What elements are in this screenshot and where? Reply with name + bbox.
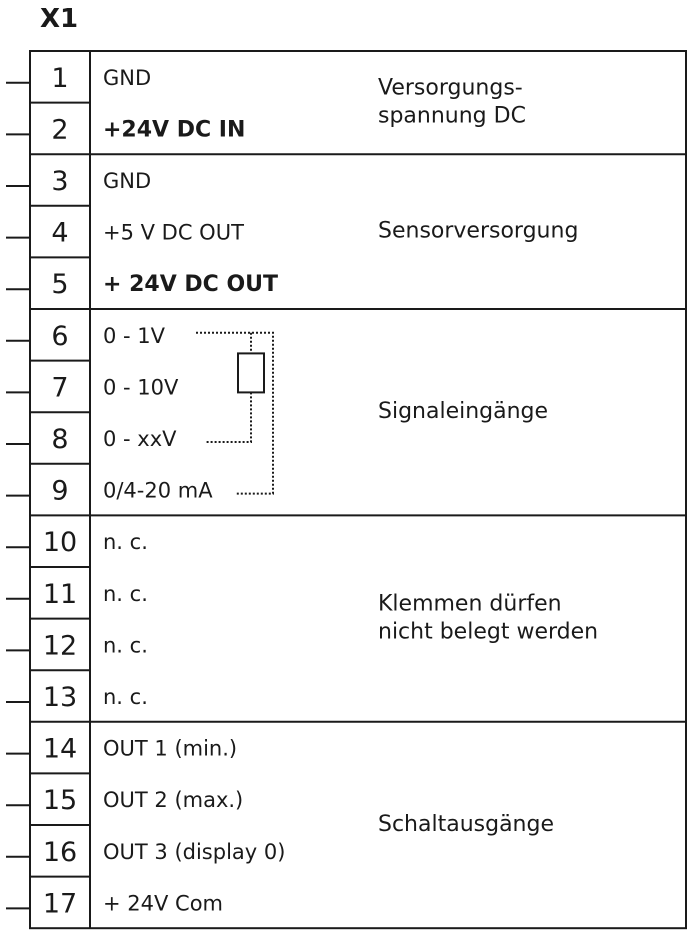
pin-signal-label: 0 - xxV	[103, 427, 177, 451]
connector-label: X1	[40, 4, 79, 34]
dotted-branch-bottom	[206, 392, 251, 442]
pin-signal-label: GND	[103, 169, 152, 193]
pin-signal-label: n. c.	[103, 530, 148, 555]
pin-signal-label: OUT 3 (display 0)	[103, 839, 286, 864]
signal-input-circuit	[196, 333, 273, 494]
pin-signal-label: n. c.	[103, 685, 148, 709]
pin-signal-label: GND	[103, 65, 152, 90]
pin-number: 2	[51, 114, 69, 146]
group-label: Signaleingänge	[378, 399, 549, 425]
pin-number: 13	[42, 682, 78, 713]
pin-signal-label: 0/4-20 mA	[103, 478, 213, 503]
pin-signal-label: OUT 2 (max.)	[103, 788, 244, 813]
pin-signal-label: 0 - 10V	[103, 375, 179, 400]
group-label: Sensorversorgung	[378, 218, 579, 244]
pin-rows	[6, 63, 285, 920]
pin-number: 7	[51, 372, 69, 404]
group-label: Schaltausgänge	[378, 812, 554, 837]
group-label: nicht belegt werden	[378, 619, 599, 645]
group-label: spannung DC	[378, 103, 526, 129]
pin-number: 8	[51, 424, 69, 455]
pin-number: 14	[42, 733, 78, 765]
pin-number: 6	[51, 320, 69, 352]
group-label: Klemmen dürfen	[378, 591, 562, 617]
pin-number: 1	[51, 62, 69, 94]
pin-signal-label: +24V DC IN	[103, 117, 246, 143]
pin-signal-label: + 24V Com	[103, 891, 224, 916]
pin-number: 3	[51, 166, 69, 197]
pin-signal-label: + 24V DC OUT	[103, 272, 279, 298]
pin-signal-label: 0 - 1V	[103, 323, 166, 348]
signal-groups	[90, 76, 686, 837]
pin-number: 15	[42, 785, 78, 817]
pin-number: 5	[51, 269, 69, 301]
pin-number: 17	[42, 888, 78, 920]
pin-number: 10	[42, 527, 78, 559]
pin-number: 12	[42, 630, 78, 662]
pin-signal-label: +5 V DC OUT	[103, 220, 244, 245]
group-label: Versorgungs-	[378, 75, 523, 101]
pin-number: 4	[51, 217, 69, 249]
pin-signal-label: OUT 1 (min.)	[103, 736, 238, 761]
pin-signal-label: n. c.	[103, 581, 148, 606]
pin-signal-label: n. c.	[103, 633, 148, 658]
pin-number: 11	[42, 578, 78, 610]
pin-number: 16	[42, 836, 78, 868]
pin-number: 9	[51, 475, 69, 507]
resistor-symbol	[238, 353, 264, 392]
